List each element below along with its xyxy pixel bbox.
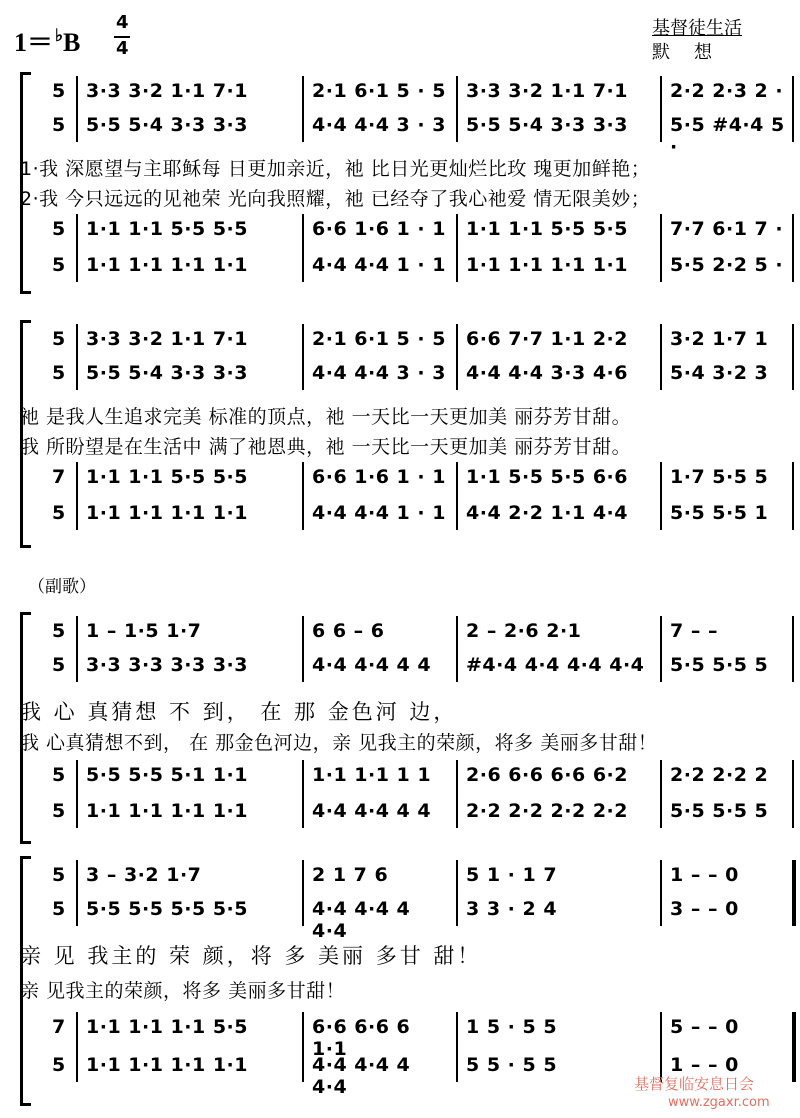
measure-notes: 2·2 2·2 2 [670,764,769,786]
voice-start-note: 5 [52,764,66,786]
measure-notes: 6·6 7·7 1·1 2·2 [466,328,628,350]
measure-notes: 1·1 1·1 1·1 1·1 [86,254,248,276]
measure-notes: 3 – 3·2 1·7 [86,864,202,886]
bar-line [302,860,304,926]
bar-line [76,616,78,682]
lyric-line: 亲 见我主的荣颜，将多 美丽多甘甜！ [20,980,346,1002]
measure-notes: 4·4 4·4 1 · 1 [312,502,446,524]
bar-line [76,462,78,530]
bar-line [302,214,304,282]
bar-line [302,616,304,682]
voice-start-note: 5 [52,80,66,102]
measure-notes: 4·4 4·4 3 · 3 [312,114,446,136]
score-system [20,856,792,1106]
bar-line [456,616,458,682]
measure-notes: 3 – – 0 [670,898,739,920]
bar-line [456,1012,458,1082]
measure-notes: 4·4 4·4 4 4·4 [312,1054,411,1098]
voice-start-note: 5 [52,114,66,136]
voice-start-note: 5 [52,800,66,822]
measure-notes: 6·6 1·6 1 · 1 [312,218,446,240]
measure-notes: 1·1 1·1 1 1 [312,764,432,786]
bar-line [456,76,458,142]
measure-notes: 4·4 4·4 4 4·4 [312,898,411,942]
measure-notes: 5 5 · 5 5 [466,1054,558,1076]
watermark-url: www.zgaxr.com [668,1095,770,1110]
time-signature-bottom: 4 [116,38,129,59]
voice-start-note: 5 [52,1054,66,1076]
lyric-line: 祂 是我人生追求完美 标准的顶点，祂 一天比一天更加美 丽芬芳甘甜。 [20,406,632,428]
measure-notes: 1 5 · 5 5 [466,1016,558,1038]
lyric-line: 1·我 深愿望与主耶稣每 日更加亲近，祂 比日光更灿烂比玫 瑰更加鲜艳； [20,158,651,180]
measure-notes: 7·7 6·1 7 · [670,218,784,240]
measure-notes: 1·1 1·1 5·5 5·5 [86,218,248,240]
bar-line [76,1012,78,1082]
lyric-line: 我 所盼望是在生活中 满了祂恩典，祂 一天比一天更加美 丽芬芳甘甜。 [20,436,632,458]
watermark-text: 基督复临安息日会 [634,1075,755,1093]
voice-start-note: 7 [52,1016,66,1038]
bar-line [792,760,794,828]
measure-notes: 1·1 1·1 1·1 1·1 [466,254,628,276]
measure-notes: 3·2 1·7 1 [670,328,769,350]
measure-notes: 2 1 7 6 [312,864,389,886]
bar-line [456,860,458,926]
measure-notes: 4·4 4·4 3 · 3 [312,362,446,384]
measure-notes: 5·5 5·5 5·5 5·5 [86,898,248,920]
bar-line [302,324,304,390]
measure-notes: 5·5 5·4 3·3 3·3 [466,114,628,136]
bar-line [302,462,304,530]
measure-notes: 2·2 2·3 2 · [670,80,784,102]
measure-notes: 6·6 1·6 1 · 1 [312,466,446,488]
measure-notes: 2 – 2·6 2·1 [466,620,582,642]
measure-notes: 5·5 5·5 1 [670,502,769,524]
measure-notes: 1·1 1·1 1·1 1·1 [86,502,248,524]
score-system [20,72,792,294]
bar-line [660,1012,662,1082]
measure-notes: 1 – – 0 [670,864,739,886]
measure-notes: 4·4 4·4 1 · 1 [312,254,446,276]
bar-line [76,324,78,390]
song-author: 默想 [652,42,736,63]
bar-line [456,324,458,390]
measure-notes: 1·1 1·1 1·1 1·1 [86,800,248,822]
measure-notes: 1·1 1·1 5·5 5·5 [86,466,248,488]
lyric-line: 我 心真猜想不到， 在 那金色河边，亲 见我主的荣颜，将多 美丽多甘甜！ [20,732,658,754]
voice-start-note: 5 [52,218,66,240]
bar-line [456,462,458,530]
bar-line [76,76,78,142]
voice-start-note: 5 [52,898,66,920]
bar-line [792,324,794,390]
bar-line [660,324,662,390]
voice-start-note: 5 [52,620,66,642]
bar-line [660,860,662,926]
key-prefix: 1＝ [14,28,54,57]
bar-line [76,860,78,926]
bar-line [792,76,794,142]
bar-line [660,462,662,530]
key-note: B [63,28,81,57]
bar-line [660,214,662,282]
measure-notes: 1·1 1·1 1·1 5·5 [86,1016,248,1038]
bar-line [456,760,458,828]
bar-line [302,760,304,828]
measure-notes: 1 – 1·5 1·7 [86,620,202,642]
bar-line [792,860,796,926]
measure-notes: 5·5 5·4 3·3 3·3 [86,114,248,136]
voice-start-note: 7 [52,466,66,488]
measure-notes: 1 – – 0 [670,1054,739,1076]
measure-notes: 3·3 3·2 1·1 7·1 [466,80,628,102]
measure-notes: 5·5 2·2 5 · [670,254,784,276]
measure-notes: 5·5 #4·4 5 · [670,114,785,158]
voice-start-note: 5 [52,328,66,350]
measure-notes: 5·5 5·4 3·3 3·3 [86,362,248,384]
system-bracket [20,72,31,294]
measure-notes: 4·4 4·4 4 4 [312,654,432,676]
measure-notes: 2·6 6·6 6·6 6·2 [466,764,628,786]
measure-notes: 3 3 · 2 4 [466,898,558,920]
bar-line [76,760,78,828]
measure-notes: 6 6 – 6 [312,620,385,642]
bar-line [792,214,794,282]
measure-notes: 5 1 · 1 7 [466,864,558,886]
song-title: 基督徒生活 [652,18,742,39]
voice-start-note: 5 [52,254,66,276]
bar-line [302,1012,304,1082]
measure-notes: 6·6 6·6 6 1·1 [312,1016,411,1060]
measure-notes: 3·3 3·2 1·1 7·1 [86,80,248,102]
time-signature-top: 4 [116,12,129,33]
measure-notes: 1·1 5·5 5·5 6·6 [466,466,628,488]
measure-notes: 7 – – [670,620,718,642]
score-system [20,320,792,548]
voice-start-note: 5 [52,502,66,524]
bar-line [456,214,458,282]
chorus-label: （副歌） [28,577,96,597]
bar-line [660,760,662,828]
lyric-line: 我 心 真猜想 不 到， 在 那 金色河 边， [20,700,458,724]
score-system [20,612,792,844]
bar-line [302,76,304,142]
key-signature [14,22,80,59]
lyric-line: 亲 见 我主的 荣 颜，将 多 美丽 多甘 甜！ [20,944,482,968]
measure-notes: 2·2 2·2 2·2 2·2 [466,800,628,822]
measure-notes: 1·1 1·1 5·5 5·5 [466,218,628,240]
lyric-line: 2·我 今只远远的见祂荣 光向我照耀，祂 已经夺了我心祂爱 情无限美妙； [20,188,651,210]
measure-notes: 5·5 5·5 5 [670,800,769,822]
measure-notes: 4·4 4·4 4 4 [312,800,432,822]
bar-line [660,76,662,142]
measure-notes: 5·5 5·5 5·1 1·1 [86,764,248,786]
measure-notes: 3·3 3·2 1·1 7·1 [86,328,248,350]
measure-notes: #4·4 4·4 4·4 4·4 [466,654,645,676]
measure-notes: 1·7 5·5 5 [670,466,769,488]
bar-line [792,616,794,682]
measure-notes: 4·4 2·2 1·1 4·4 [466,502,628,524]
bar-line [76,214,78,282]
voice-start-note: 5 [52,362,66,384]
measure-notes: 2·1 6·1 5 · 5 [312,328,446,350]
flat-sign: ♭ [55,26,64,46]
measure-notes: 5·5 5·5 5 [670,654,769,676]
voice-start-note: 5 [52,654,66,676]
bar-line [660,616,662,682]
measure-notes: 1·1 1·1 1·1 1·1 [86,1054,248,1076]
measure-notes: 5 – – 0 [670,1016,739,1038]
bar-line [792,462,794,530]
measure-notes: 5·4 3·2 3 [670,362,769,384]
measure-notes: 4·4 4·4 3·3 4·6 [466,362,628,384]
voice-start-note: 5 [52,864,66,886]
measure-notes: 3·3 3·3 3·3 3·3 [86,654,248,676]
bar-line [792,1012,796,1082]
measure-notes: 2·1 6·1 5 · 5 [312,80,446,102]
